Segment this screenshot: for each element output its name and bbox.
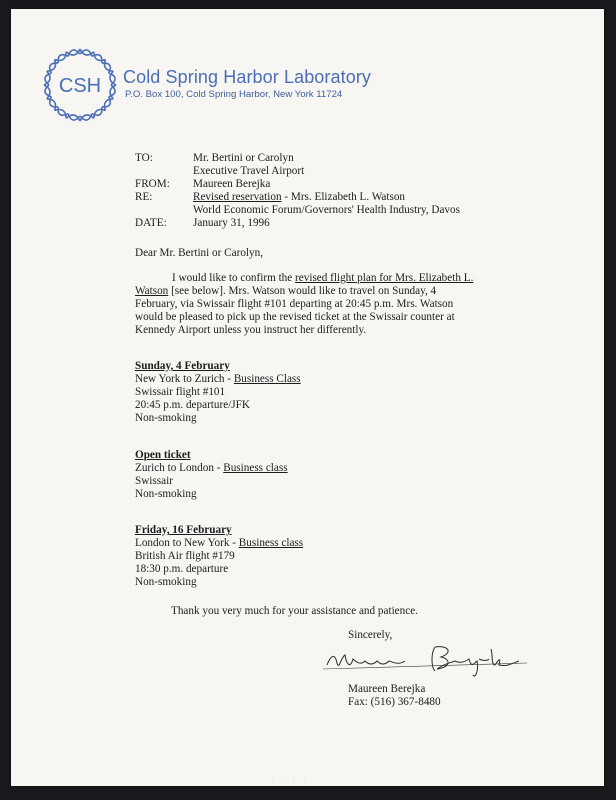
re-underlined: Revised reservation bbox=[193, 191, 282, 203]
paragraph-line5: Kennedy Airport unless you instruct her differently. bbox=[135, 324, 367, 336]
paragraph-line4: would be pleased to pick up the revised ticket at the Swissair counter at bbox=[135, 311, 455, 323]
seg1-route bbox=[135, 373, 301, 386]
seg1-class: Business Class bbox=[233, 373, 301, 385]
seg3-class: Business class bbox=[238, 537, 304, 549]
letter-page bbox=[11, 9, 604, 786]
p2-rest: [see below]. Mrs. Watson would like to travel on Sunday, 4 bbox=[168, 285, 437, 297]
paragraph-line3: February, via Swissair flight #101 departing at 20:45 p.m. Mrs. Watson bbox=[135, 298, 454, 310]
org-name: Cold Spring Harbor Laboratory bbox=[123, 67, 372, 87]
seg3-time: 18:30 p.m. departure bbox=[135, 563, 229, 575]
fax-number: Fax: (516) 367-8480 bbox=[348, 696, 441, 708]
seg2-class: Business class bbox=[223, 462, 288, 474]
re-label: RE: bbox=[135, 191, 153, 203]
from-value: Maureen Berejka bbox=[193, 178, 271, 190]
paragraph-line1 bbox=[172, 272, 473, 285]
handwritten-signature bbox=[323, 641, 528, 681]
seg2-smoking: Non-smoking bbox=[135, 488, 197, 500]
seg3-flight: British Air flight #179 bbox=[135, 550, 235, 562]
sincerely: Sincerely, bbox=[348, 629, 393, 641]
bottom-edge-marks: · · · · bbox=[271, 777, 309, 786]
re-value bbox=[193, 191, 405, 204]
to-line2: Executive Travel Airport bbox=[193, 165, 305, 177]
seg2-heading: Open ticket bbox=[135, 449, 191, 461]
seg1-time: 20:45 p.m. departure/JFK bbox=[135, 399, 250, 411]
seg2-flight: Swissair bbox=[135, 475, 173, 487]
date-value: January 31, 1996 bbox=[193, 217, 270, 229]
re-rest: - Mrs. Elizabeth L. Watson bbox=[281, 191, 406, 203]
to-line1: Mr. Bertini or Carolyn bbox=[193, 152, 294, 164]
salutation: Dear Mr. Bertini or Carolyn, bbox=[135, 247, 264, 259]
re-line2: World Economic Forum/Governors' Health Industry, Davos bbox=[193, 204, 460, 216]
thanks-line: Thank you very much for your assistance and patience. bbox=[171, 605, 418, 617]
org-address: P.O. Box 100, Cold Spring Harbor, New York 11724 bbox=[125, 89, 343, 100]
p1-start: I would like to confirm the bbox=[172, 272, 296, 284]
date-label: DATE: bbox=[135, 217, 167, 229]
seg2-route-text: Zurich to London - bbox=[135, 462, 224, 474]
from-label: FROM: bbox=[135, 178, 170, 190]
seg3-route bbox=[135, 537, 303, 550]
seg1-flight: Swissair flight #101 bbox=[135, 386, 226, 398]
seg2-route bbox=[135, 462, 288, 475]
seg3-route-text: London to New York - bbox=[135, 537, 239, 549]
to-label: TO: bbox=[135, 152, 153, 164]
p2-link: Watson bbox=[135, 285, 169, 297]
signer-name: Maureen Berejka bbox=[348, 683, 426, 695]
seg3-smoking: Non-smoking bbox=[135, 576, 197, 588]
seg1-smoking: Non-smoking bbox=[135, 412, 197, 424]
p1-link: revised flight plan for Mrs. Elizabeth L. bbox=[295, 272, 474, 284]
paragraph-line2 bbox=[135, 285, 436, 298]
seg3-heading: Friday, 16 February bbox=[135, 524, 232, 536]
logo-text: CSH bbox=[58, 75, 102, 97]
seg1-heading: Sunday, 4 February bbox=[135, 360, 230, 372]
seg1-route-text: New York to Zurich - bbox=[135, 373, 234, 385]
csh-logo-icon bbox=[39, 44, 121, 126]
